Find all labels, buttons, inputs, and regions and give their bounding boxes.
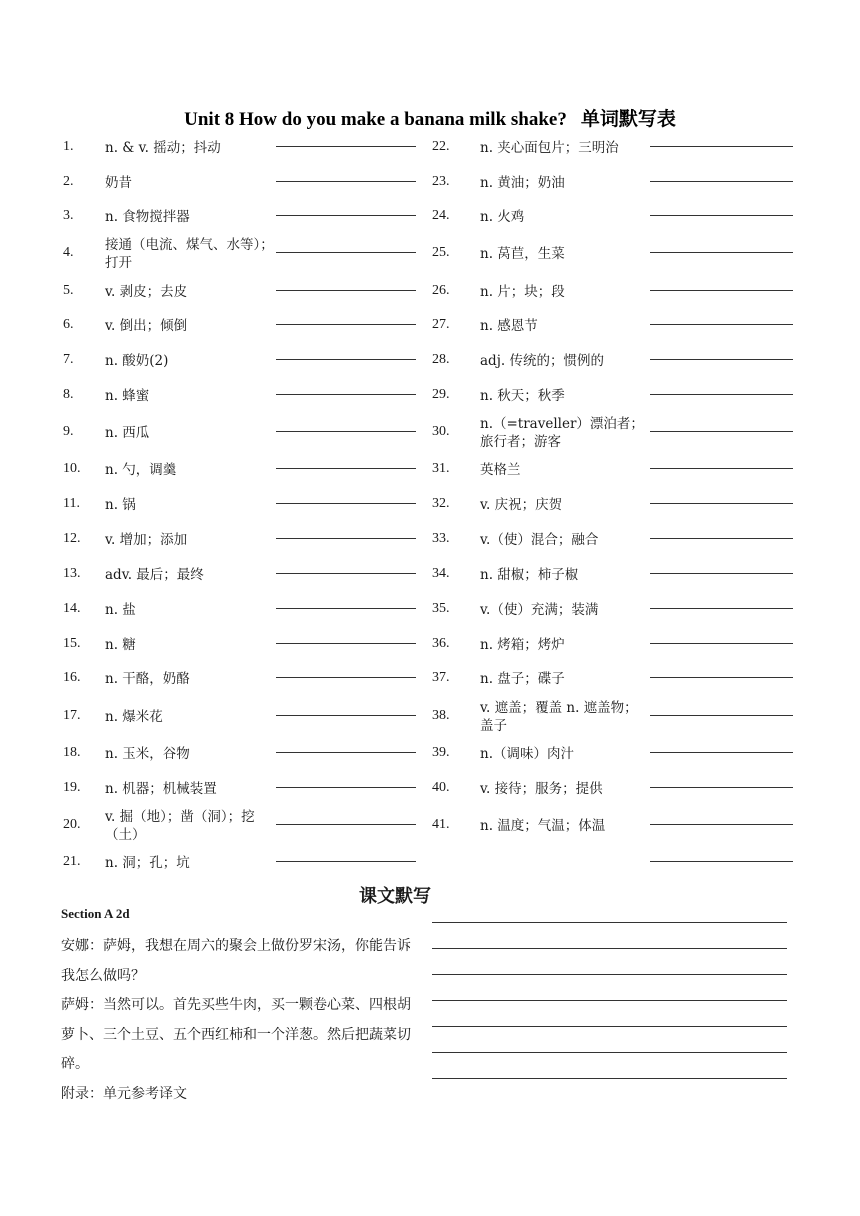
vocab-number: 14.: [63, 601, 81, 616]
vocab-number: 16.: [63, 670, 81, 685]
vocab-definition: n. & v. 摇动；抖动: [105, 140, 221, 156]
answer-line: [650, 787, 793, 788]
vocab-definition: n. 烤箱；烤炉: [480, 637, 565, 653]
answer-line: [650, 643, 793, 644]
passage-paragraph: 附录：单元参考译文: [61, 1085, 187, 1102]
answer-line: [650, 252, 793, 253]
vocab-definition: v.（使）充满；装满: [480, 602, 599, 618]
answer-line: [650, 146, 793, 147]
vocab-number: 39.: [432, 745, 450, 760]
vocab-definition: v. 倒出；倾倒: [105, 318, 188, 334]
vocab-definition: n. 爆米花: [105, 709, 163, 725]
answer-line: [276, 861, 416, 862]
answer-line: [650, 715, 793, 716]
vocab-definition: 奶昔: [105, 175, 132, 191]
vocab-number: 24.: [432, 208, 450, 223]
vocab-definition: v. 遮盖；覆盖 n. 遮盖物；盖子: [480, 700, 638, 734]
vocab-number: 12.: [63, 531, 81, 546]
answer-line: [276, 290, 416, 291]
vocab-number: 31.: [432, 461, 450, 476]
answer-line: [650, 468, 793, 469]
answer-line: [650, 608, 793, 609]
vocab-number: 11.: [63, 496, 80, 511]
vocab-number: 28.: [432, 352, 450, 367]
answer-line: [650, 359, 793, 360]
answer-line: [650, 824, 793, 825]
writing-line: [432, 1000, 787, 1001]
answer-line: [276, 715, 416, 716]
answer-line: [650, 215, 793, 216]
vocab-number: 19.: [63, 780, 81, 795]
answer-line: [650, 181, 793, 182]
vocab-definition: v. 掘（地）；凿（洞）；挖（土）: [105, 809, 255, 843]
answer-line: [650, 538, 793, 539]
vocab-number: 6.: [63, 317, 74, 332]
answer-line: [650, 677, 793, 678]
title-en: Unit 8 How do you make a banana milk shake?: [184, 109, 567, 130]
answer-line: [276, 752, 416, 753]
vocab-number: 13.: [63, 566, 81, 581]
writing-line: [432, 1078, 787, 1079]
section-subtitle: Section A 2d: [61, 906, 130, 921]
vocab-definition: n. 盐: [105, 602, 136, 618]
vocab-definition: n.（=traveller）漂泊者；旅行者；游客: [480, 416, 644, 450]
answer-line: [276, 468, 416, 469]
vocab-number: 34.: [432, 566, 450, 581]
vocab-definition: adv. 最后；最终: [105, 567, 204, 583]
writing-line: [432, 1026, 787, 1027]
vocab-definition: n. 夹心面包片；三明治: [480, 140, 619, 156]
vocab-definition: n. 玉米，谷物: [105, 746, 190, 762]
answer-line: [276, 538, 416, 539]
vocab-definition: n. 甜椒；柿子椒: [480, 567, 579, 583]
vocab-number: 23.: [432, 174, 450, 189]
vocab-number: 20.: [63, 817, 81, 832]
writing-line: [432, 922, 787, 923]
vocab-number: 15.: [63, 636, 81, 651]
answer-line: [650, 861, 793, 862]
answer-line: [650, 431, 793, 432]
vocab-number: 26.: [432, 283, 450, 298]
vocab-number: 32.: [432, 496, 450, 511]
vocab-definition: n. 食物搅拌器: [105, 209, 190, 225]
vocab-number: 40.: [432, 780, 450, 795]
answer-line: [276, 787, 416, 788]
vocab-definition: n. 西瓜: [105, 425, 150, 441]
answer-line: [276, 431, 416, 432]
vocab-number: 2.: [63, 174, 74, 189]
vocab-definition: n. 感恩节: [480, 318, 538, 334]
vocab-definition: 英格兰: [480, 462, 521, 478]
writing-line: [432, 974, 787, 975]
vocab-number: 9.: [63, 424, 74, 439]
vocab-definition: n. 莴苣，生菜: [480, 246, 565, 262]
vocab-definition: n. 盘子；碟子: [480, 671, 565, 687]
vocab-definition: n. 干酪，奶酪: [105, 671, 190, 687]
vocab-number: 7.: [63, 352, 74, 367]
answer-line: [276, 394, 416, 395]
answer-line: [276, 181, 416, 182]
answer-line: [276, 503, 416, 504]
answer-line: [276, 643, 416, 644]
writing-line: [432, 948, 787, 949]
vocab-number: 36.: [432, 636, 450, 651]
vocab-definition: n. 片；块；段: [480, 284, 565, 300]
vocab-number: 5.: [63, 283, 74, 298]
vocab-number: 8.: [63, 387, 74, 402]
answer-line: [276, 215, 416, 216]
vocab-definition: v. 增加；添加: [105, 532, 188, 548]
vocab-definition: n. 黄油；奶油: [480, 175, 565, 191]
vocab-number: 25.: [432, 245, 450, 260]
vocab-number: 35.: [432, 601, 450, 616]
vocab-definition: n.（调味）肉汁: [480, 746, 574, 762]
title-cn: 单词默写表: [580, 109, 676, 130]
vocab-definition: v.（使）混合；融合: [480, 532, 599, 548]
vocab-number: 33.: [432, 531, 450, 546]
vocab-definition: v. 剥皮；去皮: [105, 284, 188, 300]
vocab-number: 29.: [432, 387, 450, 402]
answer-line: [276, 824, 416, 825]
vocab-number: 1.: [63, 139, 74, 154]
answer-line: [276, 324, 416, 325]
vocab-definition: v. 庆祝；庆贺: [480, 497, 563, 513]
page-title: [0, 104, 860, 131]
answer-line: [276, 608, 416, 609]
answer-line: [276, 677, 416, 678]
vocab-number: 18.: [63, 745, 81, 760]
vocab-definition: n. 秋天；秋季: [480, 388, 565, 404]
vocab-definition: n. 机器；机械装置: [105, 781, 217, 797]
vocab-number: 22.: [432, 139, 450, 154]
vocab-number: 30.: [432, 424, 450, 439]
section-heading: 课文默写: [359, 886, 431, 907]
vocab-definition: n. 勺，调羹: [105, 462, 177, 478]
vocab-definition: 接通（电流、煤气、水等）；打开: [105, 237, 274, 271]
vocab-number: 27.: [432, 317, 450, 332]
vocab-definition: v. 接待；服务；提供: [480, 781, 603, 797]
vocab-number: 10.: [63, 461, 81, 476]
answer-line: [650, 290, 793, 291]
vocab-number: 41.: [432, 817, 450, 832]
answer-line: [650, 394, 793, 395]
vocab-number: 17.: [63, 708, 81, 723]
passage-paragraph: 安娜：萨姆，我想在周六的聚会上做份罗宋汤，你能告诉我怎么做吗？: [61, 938, 411, 984]
vocab-definition: n. 洞；孔；坑: [105, 855, 190, 871]
vocab-number: 4.: [63, 245, 74, 260]
vocab-definition: n. 糖: [105, 637, 136, 653]
vocab-definition: n. 火鸡: [480, 209, 525, 225]
answer-line: [650, 752, 793, 753]
vocab-definition: n. 蜂蜜: [105, 388, 150, 404]
vocab-definition: adj. 传统的；惯例的: [480, 353, 604, 369]
vocab-definition: n. 温度；气温；体温: [480, 818, 606, 834]
answer-line: [650, 503, 793, 504]
vocab-definition: n. 锅: [105, 497, 136, 513]
answer-line: [276, 252, 416, 253]
vocab-number: 21.: [63, 854, 81, 869]
vocab-number: 3.: [63, 208, 74, 223]
answer-line: [276, 359, 416, 360]
vocab-number: 37.: [432, 670, 450, 685]
vocab-definition: n. 酸奶(2): [105, 353, 169, 369]
answer-line: [650, 573, 793, 574]
passage: [61, 932, 421, 1109]
writing-line: [432, 1052, 787, 1053]
vocab-number: 38.: [432, 708, 450, 723]
answer-line: [276, 573, 416, 574]
passage-paragraph: 萨姆：当然可以。首先买些牛肉，买一颗卷心菜、四根胡萝卜、三个土豆、五个西红柿和一个洋葱。然后把蔬菜切碎。: [61, 997, 411, 1072]
answer-line: [276, 146, 416, 147]
answer-line: [650, 324, 793, 325]
